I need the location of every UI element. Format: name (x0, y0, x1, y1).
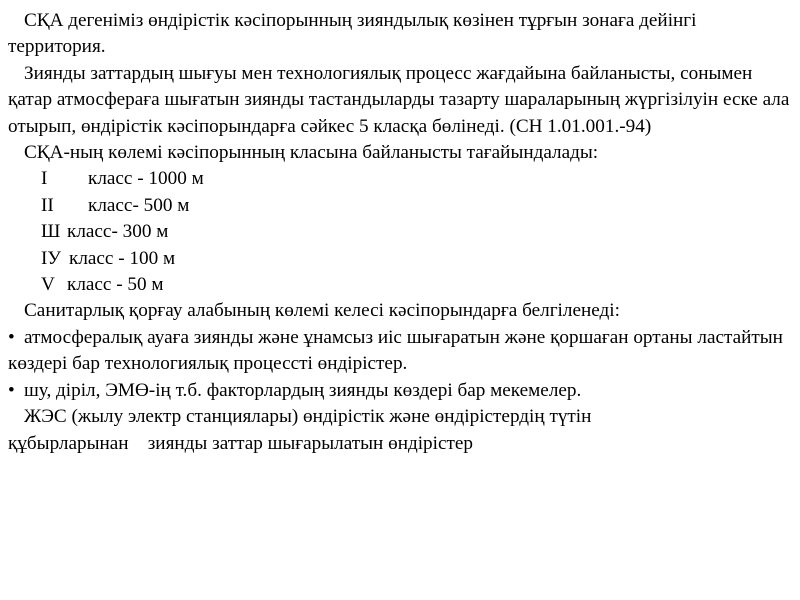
class-row-4 (8, 246, 792, 272)
class-distance: класс- 500 м (88, 194, 190, 216)
definition-paragraph: СҚА дегеніміз өндірістік кәсіпорынның зияндылық көзінен тұрғын зонаға дейінгі территория. (8, 10, 697, 58)
class-row-1 (8, 166, 792, 192)
bullet-icon: • (8, 326, 15, 348)
bullet-icon: • (8, 379, 15, 401)
class-distance: класс - 50 м (67, 274, 164, 296)
class-number: Ш (41, 221, 61, 243)
class-row-5 (8, 272, 792, 298)
bullet-text: шу, діріл, ЭМӨ-ің т.б. факторлардың зиянды көздері бар мекемелер. (24, 379, 582, 401)
class-number: V (41, 274, 55, 296)
class-number: I (41, 168, 48, 190)
class-number: IУ (41, 247, 61, 269)
class-list (8, 166, 792, 298)
class-row-2 (8, 193, 792, 219)
bullet-item-2 (8, 378, 792, 404)
power-plant-paragraph: ЖЭС (жылу электр станциялары) өндірістік және өндірістердің түтін құбырларынан зиянды заттар шығарылатын өндірістер (8, 406, 592, 454)
class-distance: класс - 100 м (69, 247, 176, 269)
class-row-3 (8, 219, 792, 245)
size-intro-paragraph: СҚА-ның көлемі кәсіпорынның класына байланысты тағайындалады: (24, 142, 599, 164)
classification-paragraph: Зиянды заттардың шығуы мен технологиялық процесс жағдайына байланысты, сонымен қатар атмосфераға шығатын зиянды тастандыларды тазарту шараларының жүргізілуін еске ала отырып, өндірістік кәсіпорындарға сәйкес 5 класқа бөлінеді. (СН 1.01.001.-94) (8, 62, 790, 137)
class-distance: класс - 1000 м (88, 168, 204, 190)
bullet-item-1 (8, 325, 792, 378)
class-distance: класс- 300 м (67, 221, 169, 243)
zone-intro-paragraph: Санитарлық қорғау алабының көлемі келесі кәсіпорындарға белгіленеді: (24, 300, 620, 322)
bullet-text: атмосфералық ауаға зиянды және ұнамсыз иіс шығаратын және қоршаған ортаны ластайтын көздері бар технологиялық процессті өндірістер. (8, 326, 783, 375)
class-number: II (41, 194, 54, 216)
slide-body (8, 8, 792, 457)
